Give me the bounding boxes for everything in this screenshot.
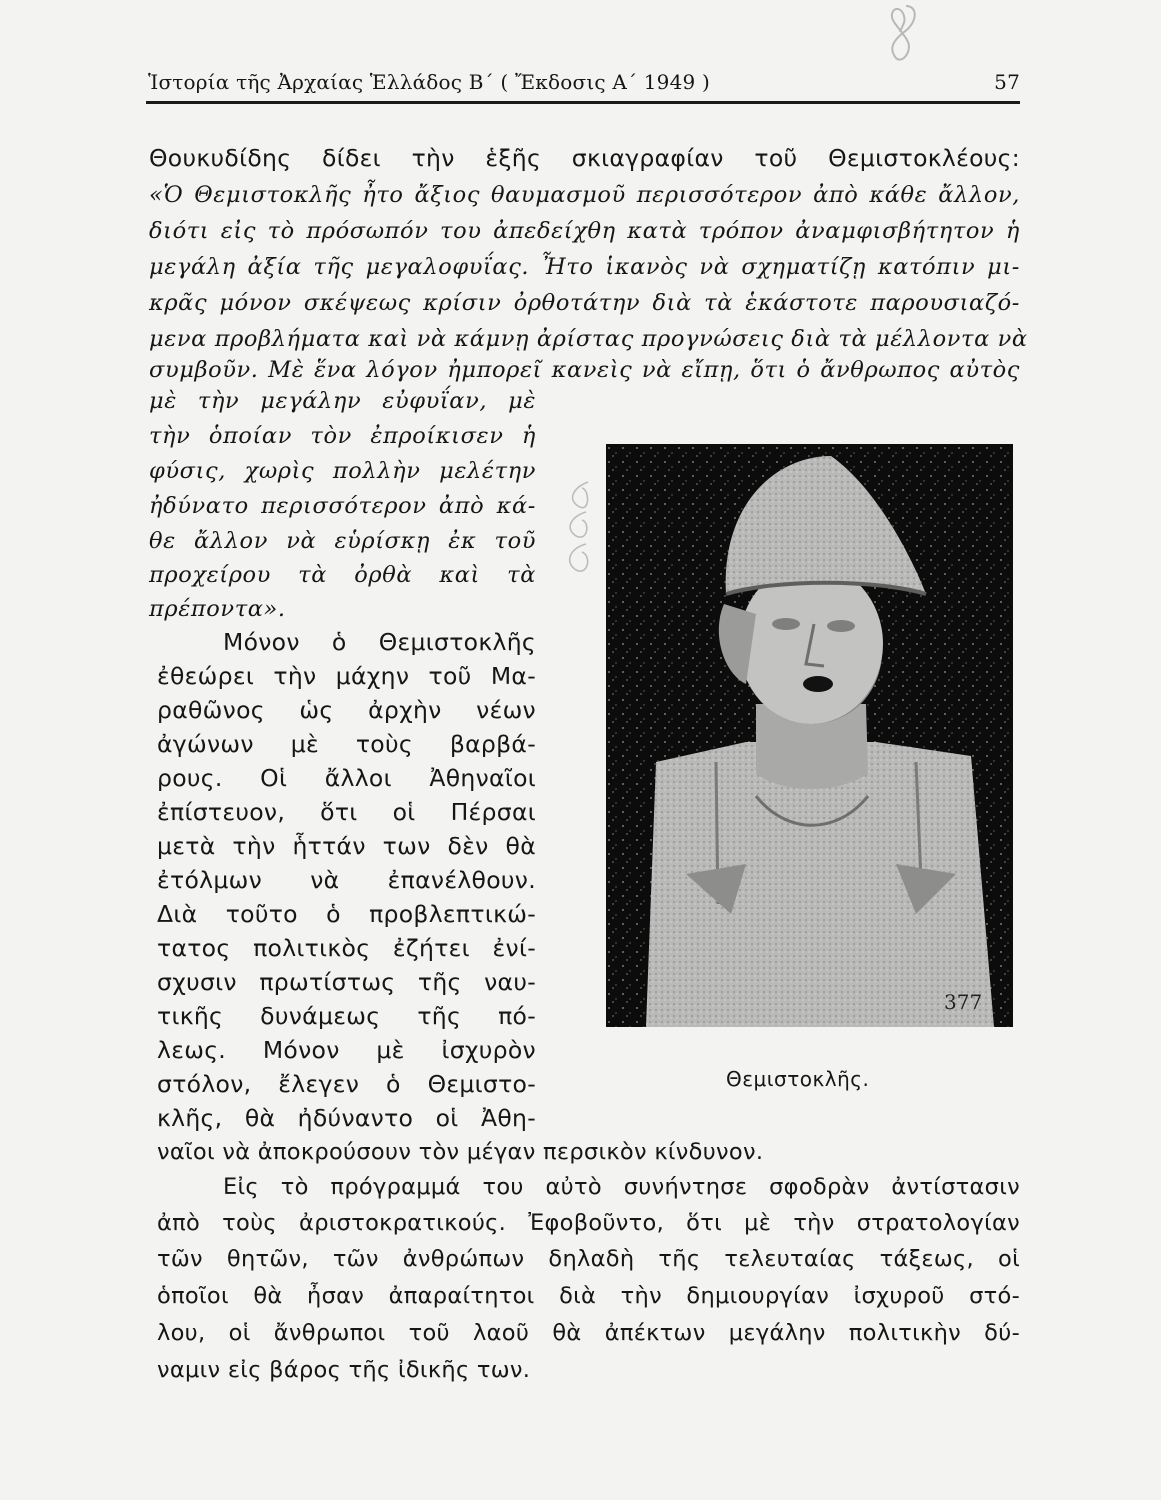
quote-line: «Ὁ Θεμιστοκλῆς ἦτο ἄξιος θαυμασμοῦ περισσότερον ἀπὸ κάθε ἄλλον, <box>149 182 1020 208</box>
paragraph-line: τῶν θητῶν, τῶν ἀνθρώπων δηλαδὴ τῆς τελευταίας τάξεως, οἱ <box>157 1246 1020 1272</box>
figure-caption: Θεμιστοκλῆς. <box>726 1067 870 1091</box>
paragraph-line: μετὰ τὴν ἧττάν των δὲν θὰ <box>157 832 536 860</box>
quote-line: διότι εἰς τὸ πρόσωπόν του ἀπεδείχθη κατὰ τρόπον ἀναμφισβήτητον ἡ <box>149 218 1020 244</box>
paragraph-line: ὁποῖοι θὰ ἦσαν ἀπαραίτητοι διὰ τὴν δημιουργίαν ἰσχυροῦ στό- <box>157 1283 1020 1309</box>
paragraph-line: ραθῶνος ὡς ἀρχὴν νέων <box>157 696 536 724</box>
quote-line: κρᾶς μόνον σκέψεως κρίσιν ὀρθοτάτην διὰ τὰ ἑκάστοτε παρουσιαζό- <box>149 290 1020 316</box>
running-head-title: Ἱστορία τῆς Ἀρχαίας Ἑλλάδος Β΄ ( Ἔκδοσις Α΄ 1949 ) <box>148 70 711 94</box>
header-rule <box>146 101 1020 104</box>
quote-line: συμβοῦν. Μὲ ἕνα λόγον ἠμπορεῖ κανεὶς νὰ εἴπῃ, ὅτι ὁ ἄνθρωπος αὐτὸς <box>149 357 1020 383</box>
paragraph-line: ἐπίστευον, ὅτι οἱ Πέρσαι <box>157 798 536 826</box>
handwritten-page-mark <box>866 2 926 64</box>
paragraph-line: τικῆς δυνάμεως τῆς πό- <box>157 1002 536 1030</box>
quote-line: προχείρου τὰ ὀρθὰ καὶ τὰ <box>149 562 536 588</box>
page-number: 57 <box>994 70 1020 94</box>
quote-line: τὴν ὁποίαν τὸν ἐπροίκισεν ἡ <box>149 423 536 449</box>
paragraph-line: σχυσιν πρωτίστως τῆς ναυ- <box>157 968 536 996</box>
paragraph-line: Μόνον ὁ Θεμιστοκλῆς <box>223 628 536 656</box>
paragraph-line: ἀγώνων μὲ τοὺς βαρβά- <box>157 730 536 758</box>
paragraph-line: στόλον, ἔλεγεν ὁ Θεμιστο- <box>157 1070 536 1098</box>
quote-line: θε ἄλλον νὰ εὑρίσκῃ ἐκ τοῦ <box>149 528 536 554</box>
paragraph-line: Εἰς τὸ πρόγραμμά του αὐτὸ συνήντησε σφοδρὰν ἀντίστασιν <box>223 1174 1020 1200</box>
mouth <box>803 676 833 692</box>
paragraph-line: τατος πολιτικὸς ἐζήτει ἐνί- <box>157 934 536 962</box>
paragraph-line: λου, οἱ ἄνθρωποι τοῦ λαοῦ θὰ ἀπέκτων μεγάλην πολιτικὴν δύ- <box>157 1320 1020 1346</box>
quote-line: ἠδύνατο περισσότερον ἀπὸ κά- <box>149 493 536 519</box>
paragraph-line: κλῆς, θὰ ἠδύναντο οἱ Ἀθη- <box>157 1104 536 1132</box>
paragraph-line: ἐθεώρει τὴν μάχην τοῦ Μα- <box>157 662 536 690</box>
paragraph-line: ναῖοι νὰ ἀποκρούσουν τὸν μέγαν περσικὸν κίνδυνον. <box>157 1139 764 1165</box>
paragraph-line: ρους. Οἱ ἄλλοι Ἀθηναῖοι <box>157 764 536 792</box>
left-eye <box>772 618 800 630</box>
intro-line: Θουκυδίδης δίδει τὴν ἑξῆς σκιαγραφίαν τοῦ Θεμιστοκλέους: <box>149 144 1020 172</box>
bust-illustration <box>606 444 1013 1027</box>
running-head <box>148 70 1020 100</box>
paragraph-line: ἀπὸ τοὺς ἀριστοκρατικούς. Ἐφοβοῦντο, ὅτι μὲ τὴν στρατολογίαν <box>157 1210 1020 1236</box>
quote-line: μενα προβλήματα καὶ νὰ κάμνῃ ἀρίστας προγνώσεις διὰ τὰ μέλλοντα νὰ <box>149 326 1028 352</box>
quote-line: φύσις, χωρὶς πολλὴν μελέτην <box>149 458 536 484</box>
handwritten-margin-note <box>560 478 600 588</box>
quote-line: πρέποντα». <box>149 596 286 622</box>
paragraph-line: λεως. Μόνον μὲ ἰσχυρὸν <box>157 1036 536 1064</box>
right-eye <box>827 620 855 632</box>
bust-inscription: 377 <box>944 990 983 1014</box>
portrait-figure <box>606 444 1013 1027</box>
quote-line: μεγάλη ἀξία τῆς μεγαλοφυΐας. Ἦτο ἱκανὸς νὰ σχηματίζῃ κατόπιν μι- <box>149 254 1020 280</box>
quote-line: μὲ τὴν μεγάλην εὐφυΐαν, μὲ <box>149 388 536 414</box>
paragraph-line: ναμιν εἰς βάρος τῆς ἰδικῆς των. <box>157 1357 531 1383</box>
paragraph-line: Διὰ τοῦτο ὁ προβλεπτικώ- <box>157 900 536 928</box>
paragraph-line: ἐτόλμων νὰ ἐπανέλθουν. <box>157 866 536 894</box>
